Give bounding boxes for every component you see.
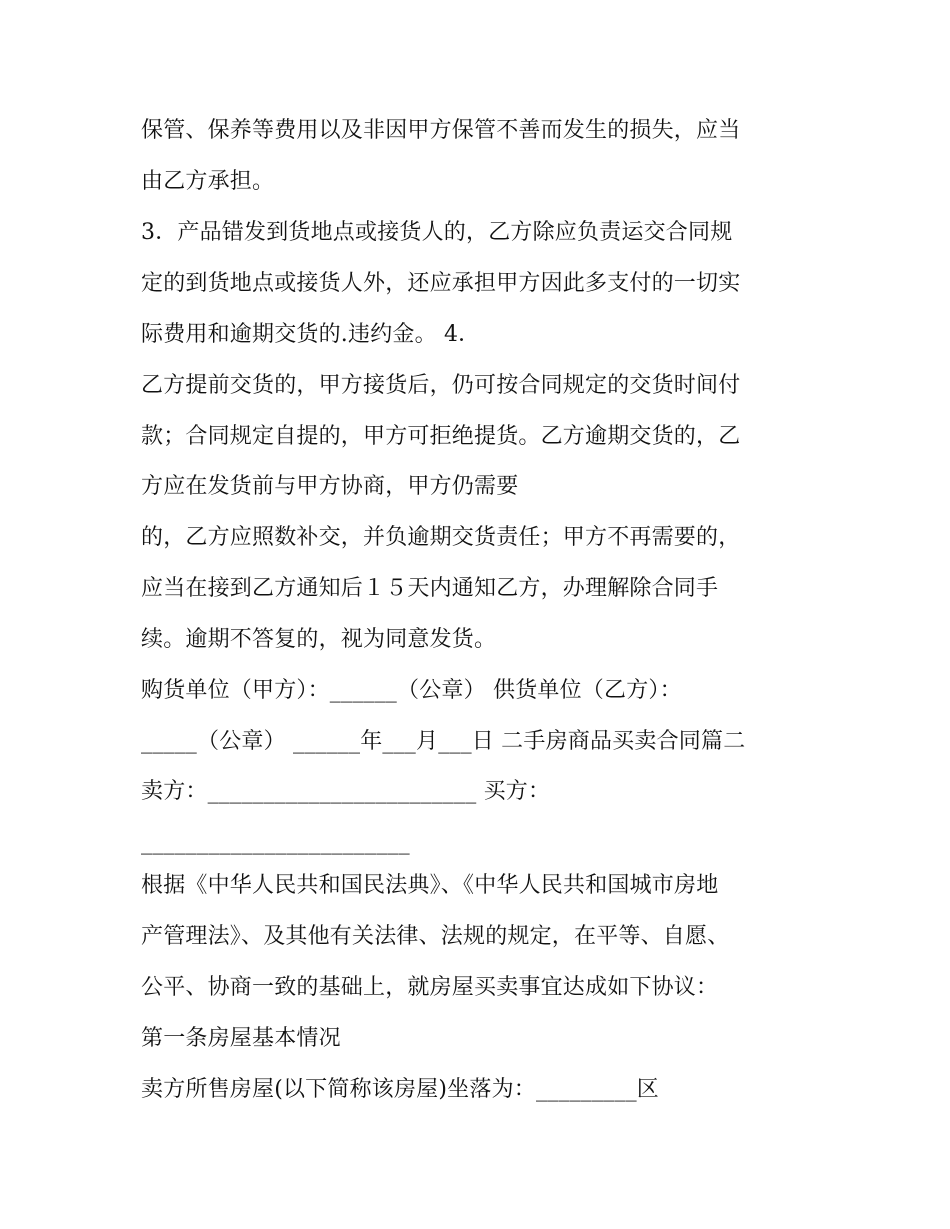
- text-line: 卖方所售房屋(以下简称该房屋)坐落为：_________区: [141, 1077, 659, 1102]
- text-line: 款；合同规定自提的，甲方可拒绝提货。乙方逾期交货的，乙: [141, 424, 741, 449]
- text-line: 3．产品错发到货地点或接货人的，乙方除应负责运交合同规: [141, 220, 733, 245]
- text-line: _____（公章） ______年___月___日 二手房商品买卖合同篇二: [141, 729, 746, 754]
- text-line: 购货单位（甲方）：______（公章） 供货单位（乙方）：: [141, 678, 682, 703]
- text-line: 方应在发货前与甲方协商，甲方仍需要: [141, 474, 519, 499]
- text-line: 根据《中华人民共和国民法典》、《中华人民共和国城市房地: [141, 873, 719, 898]
- text-line: 由乙方承担。: [141, 169, 275, 194]
- text-line: 乙方提前交货的，甲方接货后，仍可按合同规定的交货时间付: [141, 373, 741, 398]
- text-line: 产管理法》、及其他有关法律、法规的规定，在平等、自愿、: [141, 924, 730, 949]
- text-line: 定的到货地点或接货人外，还应承担甲方因此多支付的一切实: [141, 271, 741, 296]
- text-line: 公平、协商一致的基础上，就房屋买卖事宜达成如下协议：: [141, 975, 719, 1000]
- text-line: 卖方：________________________ 买方：: [141, 779, 551, 804]
- section-heading: 第一条房屋基本情况: [141, 1026, 341, 1051]
- text-line: 的，乙方应照数补交，并负逾期交货责任；甲方不再需要的，: [141, 525, 741, 550]
- text-line: 续。逾期不答复的，视为同意发货。: [141, 627, 497, 652]
- text-line: 际费用和逾期交货的.违约金。 4．: [141, 322, 481, 347]
- text-line: ________________________: [141, 830, 410, 855]
- text-line: 保管、保养等费用以及非因甲方保管不善而发生的损失，应当: [141, 118, 741, 143]
- text-line: 应当在接到乙方通知后１５天内通知乙方，办理解除合同手: [141, 576, 719, 601]
